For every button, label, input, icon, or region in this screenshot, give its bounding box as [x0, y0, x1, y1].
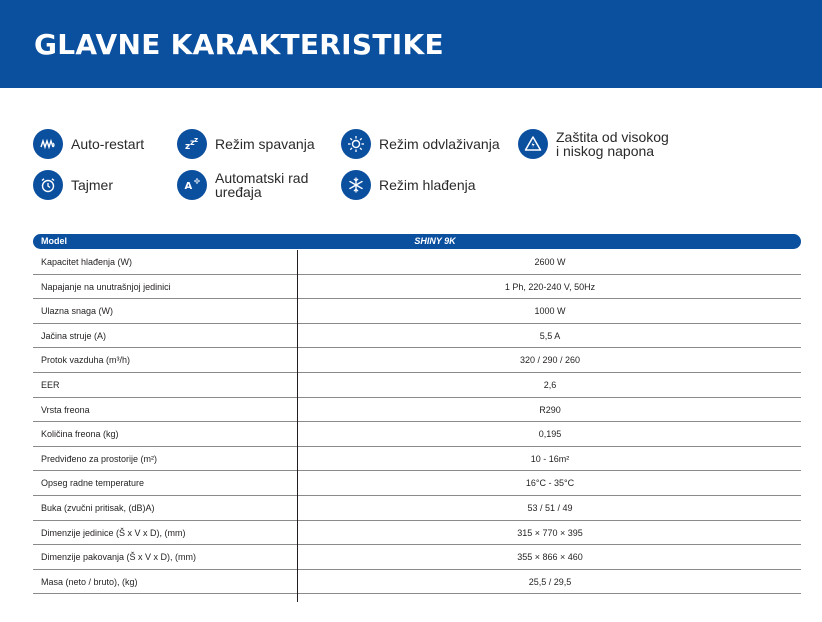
svg-text:z: z — [185, 142, 191, 152]
column-divider — [297, 250, 298, 602]
spec-value: R290 — [539, 404, 561, 415]
feature-zastita-napona — [518, 129, 669, 159]
feature-automatski-rad — [177, 170, 308, 200]
feature-label: Automatski rad uređaja — [215, 170, 309, 200]
spec-label: Opseg radne temperature — [41, 478, 145, 489]
table-header — [33, 234, 801, 249]
spec-label: EER — [41, 379, 60, 390]
spec-value: 355 × 866 × 460 — [517, 552, 583, 563]
spec-value: 320 / 290 / 260 — [519, 355, 581, 366]
alarm-clock-icon — [33, 170, 63, 200]
feature-label: Režim odvlaživanja — [379, 136, 500, 152]
feature-rezim-odvlazivanja — [341, 129, 500, 159]
table-row — [33, 471, 801, 496]
dehumidify-sun-icon — [341, 129, 371, 159]
spec-label: Buka (zvučni pritisak, (dB)A) — [41, 502, 155, 513]
spec-label: Vrsta freona — [41, 404, 90, 415]
table-row — [33, 570, 801, 595]
spec-value: 53 / 51 / 49 — [527, 502, 573, 513]
feature-tajmer — [33, 170, 113, 200]
feature-rezim-spavanja — [177, 129, 315, 159]
table-row — [33, 299, 801, 324]
spec-label: Protok vazduha (m³/h) — [41, 355, 131, 366]
table-row — [33, 324, 801, 349]
spec-value: 10 - 16m² — [530, 453, 570, 464]
svg-text:A: A — [184, 181, 193, 192]
spec-label: Dimenzije jedinice (Š x V x D), (mm) — [41, 527, 186, 538]
feature-label: Auto-restart — [71, 136, 145, 152]
spec-value: 1000 W — [534, 306, 566, 317]
feature-label: Režim spavanja — [215, 136, 315, 152]
feature-auto-restart — [33, 129, 144, 159]
spec-value: 25,5 / 29,5 — [528, 576, 572, 587]
feature-rezim-hladjenja — [341, 170, 476, 200]
spec-label: Dimenzije pakovanja (Š x V x D), (mm) — [41, 552, 197, 563]
spec-label: Jačina struje (A) — [41, 330, 107, 341]
spec-label: Količina freona (kg) — [41, 429, 119, 440]
spec-value: 5,5 A — [539, 330, 561, 341]
page-title: GLAVNE KARAKTERISTIKE — [34, 28, 444, 61]
spec-value: 16°C - 35°C — [525, 478, 575, 489]
spec-value: 315 × 770 × 395 — [517, 527, 583, 538]
spec-value: 2,6 — [543, 379, 557, 390]
features-list — [0, 0, 822, 230]
spec-value: 1 Ph, 220-240 V, 50Hz — [504, 281, 596, 292]
table-row — [33, 398, 801, 423]
table-header-model: SHINY 9K — [414, 236, 456, 246]
table-row — [33, 521, 801, 546]
spec-label: Ulazna snaga (W) — [41, 306, 114, 317]
feature-label: Zaštita od visokog i niskog napona — [556, 129, 669, 159]
table-row — [33, 348, 801, 373]
table-row — [33, 496, 801, 521]
feature-label: Tajmer — [71, 177, 114, 193]
spec-value: 2600 W — [534, 257, 566, 267]
table-row — [33, 250, 801, 275]
svg-text:z: z — [194, 136, 199, 144]
spec-label: Masa (neto / bruto), (kg) — [41, 576, 138, 587]
spec-label: Predviđeno za prostorije (m²) — [41, 453, 158, 464]
table-header-label: Model — [41, 236, 67, 246]
table-row — [33, 447, 801, 472]
table-row — [33, 422, 801, 447]
table-row — [33, 275, 801, 300]
table-row — [33, 373, 801, 398]
spec-table — [33, 250, 801, 594]
auto-restart-icon — [33, 129, 63, 159]
svg-text:z: z — [190, 138, 195, 147]
warning-triangle-icon — [518, 129, 548, 159]
sleep-zz-icon — [177, 129, 207, 159]
spec-label: Napajanje na unutrašnjoj jedinici — [41, 281, 171, 292]
snowflake-icon — [341, 170, 371, 200]
auto-mode-icon — [177, 170, 207, 200]
spec-label: Kapacitet hlađenja (W) — [41, 257, 133, 267]
table-row — [33, 545, 801, 570]
spec-value: 0,195 — [538, 429, 562, 440]
feature-label: Režim hlađenja — [379, 177, 476, 193]
